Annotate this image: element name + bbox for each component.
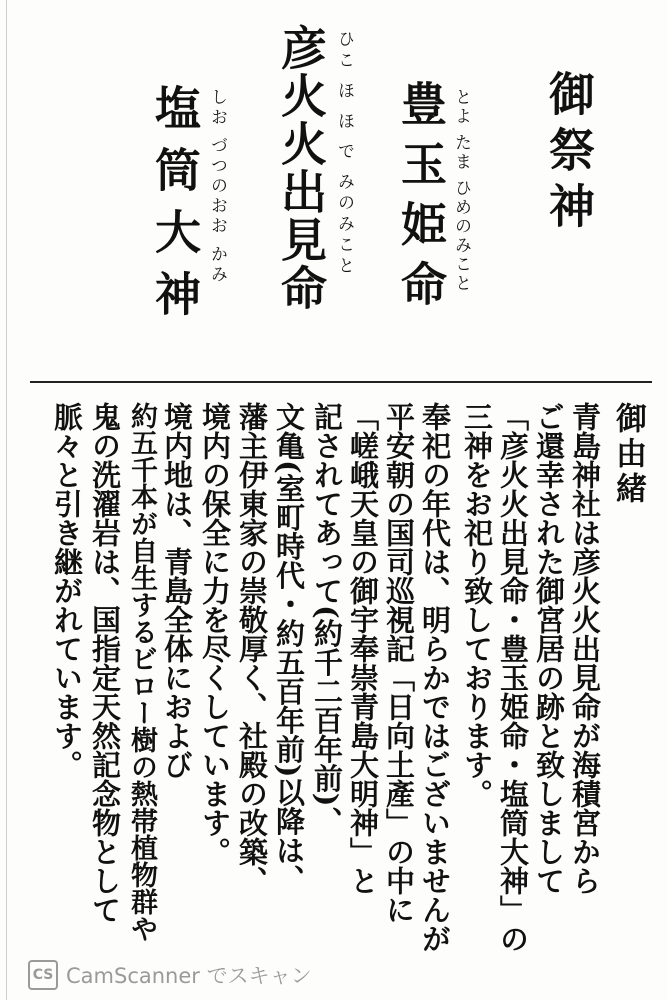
history-line-7: 「嵯峨天皇の御宇奉崇青島大明神」と — [346, 402, 380, 895]
history-line-14: 鬼の洗濯岩は、国指定天然記念物として — [88, 402, 122, 924]
history-line-13: 約五千本が自生するビロー樹の熱帯植物群や — [126, 402, 157, 942]
deity-reading-shiozutsu: しお づつのおお かみ — [207, 88, 227, 285]
history-line-12: 境内地は、青島全体におよび — [160, 402, 194, 779]
section-divider — [30, 381, 652, 383]
history-line-8: 記されてあって(約千二百年前)、 — [310, 402, 344, 836]
deity-reading-toyotama: とよ たま ひめのみこと — [451, 88, 471, 293]
history-line-5: 奉祀の年代は、明らかではございませんが — [418, 402, 452, 953]
deity-name-shiozutsu: 塩筒大神 — [148, 84, 202, 332]
history-line-2: ご還幸された御宮居の跡と致しまして — [532, 402, 566, 895]
history-line-6: 平安朝の国司巡視記「日向土產」の中に — [382, 402, 416, 924]
history-line-3: 「彦火火出見命・豊玉姫命・塩筒大神」の — [496, 402, 530, 953]
deity-name-toyotama: 豊玉姫命 — [394, 80, 448, 320]
history-title: 御由緒 — [610, 402, 646, 507]
scanner-watermark — [28, 958, 312, 992]
deity-reading-hikohohodemi: ひこ ほ ほ で みのみこと — [334, 30, 354, 278]
camscanner-logo-icon: CS — [28, 960, 58, 990]
history-line-15: 脈々と引き継がれています。 — [50, 402, 84, 779]
watermark-text: CamScanner でスキャン — [66, 964, 312, 988]
history-line-10: 藩主伊東家の崇敬厚く、社殿の改築、 — [235, 402, 269, 895]
history-line-11: 境内の保全に力を尽くしています。 — [198, 402, 232, 866]
history-line-1: 青島神社は彦火火出見命が海積宮から — [568, 402, 602, 895]
history-line-9: 文亀(室町時代・約五百年前)以降は、 — [272, 402, 306, 894]
deity-name-hikohohodemi: 彦火火出見命 — [274, 24, 328, 312]
history-line-4: 三神をお祀り致しております。 — [460, 402, 494, 808]
heading-title: 御祭神 — [542, 70, 596, 238]
page-edge — [6, 0, 7, 1000]
